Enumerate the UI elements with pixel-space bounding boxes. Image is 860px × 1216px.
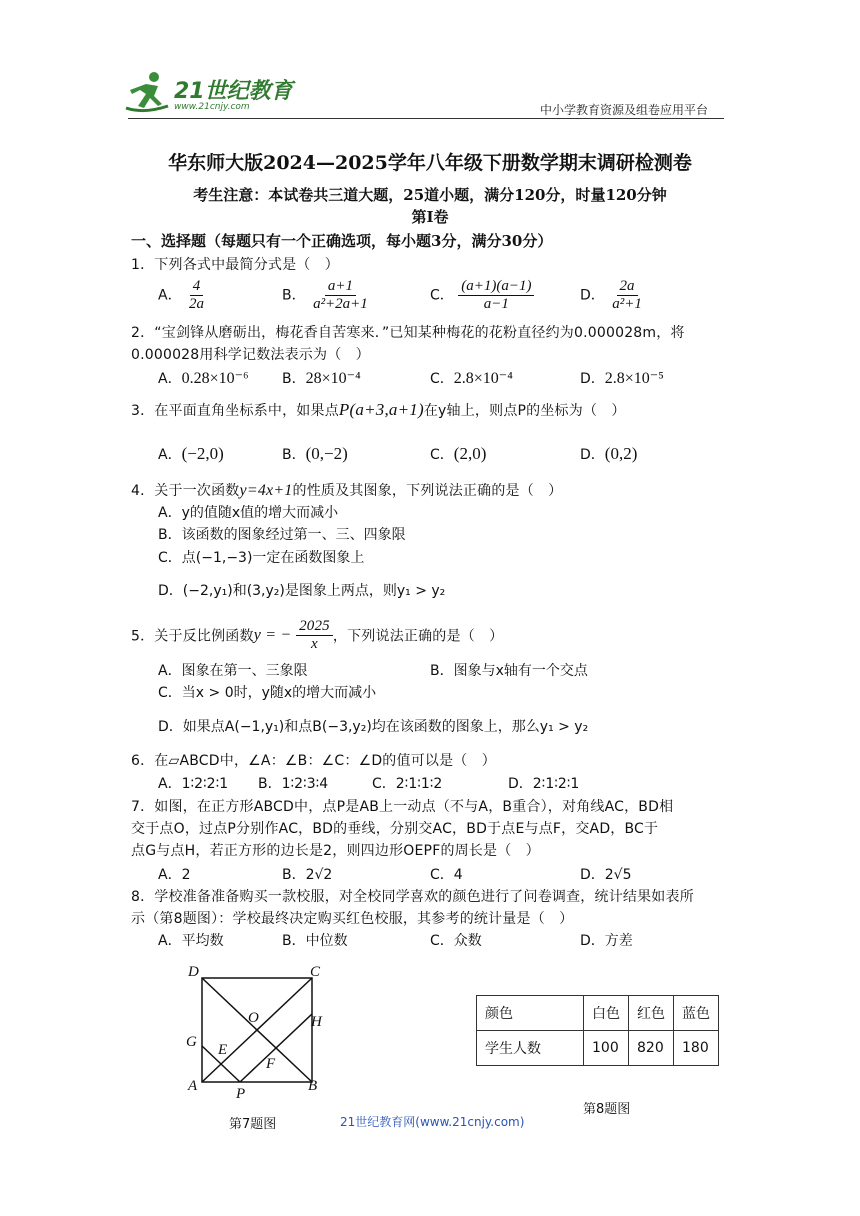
q1-option-b: B． $\frac{a+1}{\text{a²+2a+1}}$	[282, 278, 368, 312]
q6-option-d: D．2∶1∶2∶1	[508, 776, 580, 792]
q5-option-b: B．图象与x轴有一个交点	[430, 663, 588, 679]
q4-option-c: C．点(−1,−3)一定在函数图象上	[158, 550, 365, 566]
q8-option-c: C．众数	[430, 933, 482, 949]
footer-link[interactable]: 21世纪教育网(www.21cnjy.com)	[340, 1115, 525, 1129]
table-cell: 100	[584, 1031, 629, 1066]
q7-line1: 7．如图，在正方形ABCD中，点P是AB上一动点（不与A，B重合），对角线AC，BD相	[131, 799, 674, 815]
table-header-cell: 白色	[584, 996, 629, 1031]
table-cell: 180	[674, 1031, 719, 1066]
q7-line3: 点G与点H，若正方形的边长是2，则四边形OEPF的周长是（ ）	[131, 843, 540, 859]
q5-stem: 5．关于反比例函数y = − $\frac{2025}{x}$ ，下列说法正确的是（ ）	[131, 618, 504, 652]
q3-option-c: C．(2,0)	[430, 444, 487, 463]
q8-line1: 8．学校准备准备购买一款校服，对全校同学喜欢的颜色进行了问卷调查，统计结果如表所	[131, 889, 694, 905]
q7-option-b: B．2√2	[282, 867, 333, 883]
q5-option-c: C．当x > 0时，y随x的增大而减小	[158, 685, 377, 701]
logo-text: 21世纪教育	[174, 79, 293, 104]
q4-option-a: A．y的值随x值的增大而减小	[158, 505, 339, 521]
label-o: O	[248, 1010, 259, 1026]
q8-option-b: B．中位数	[282, 933, 348, 949]
q8-line2: 示（第8题图）：学校最终决定购买红色校服，其参考的统计量是（ ）	[131, 911, 574, 927]
q4-stem: 4．关于一次函数y=4x+1的性质及其图象，下列说法正确的是（ ）	[131, 482, 563, 499]
q7-option-a: A．2	[158, 867, 191, 883]
runner-logo-icon	[124, 70, 176, 114]
q4-option-b: B．该函数的图象经过第一、三、四象限	[158, 527, 406, 543]
q1-option-c: C． $\frac{(a+1)(a-1)}{a-1}$	[430, 278, 534, 313]
q4-option-d: D．(−2,y₁)和(3,y₂)是图象上两点，则y₁ > y₂	[158, 583, 446, 599]
table-header-row	[477, 996, 719, 1031]
q1-stem: 1．下列各式中最简分式是（ ）	[131, 257, 339, 273]
q5-option-a: A．图象在第一、三象限	[158, 663, 308, 679]
q7-option-d: D．2√5	[580, 867, 632, 883]
figure-7-caption: 第7题图	[229, 1117, 277, 1132]
header-rule	[128, 118, 724, 119]
q7-option-c: C．4	[430, 867, 463, 883]
figure-8-caption: 第8题图	[583, 1102, 631, 1117]
label-d: D	[188, 964, 199, 980]
q6-option-c: C．2∶1∶1∶2	[372, 776, 443, 792]
exam-notice: 考生注意：本试卷共三道大题，25道小题，满分120分，时量120分钟	[193, 186, 667, 204]
q3-option-d: D．(0,2)	[580, 444, 638, 463]
q2-option-d: D．2.8×10⁻⁵	[580, 370, 664, 387]
q2-option-c: C．2.8×10⁻⁴	[430, 370, 513, 387]
table-header-cell: 蓝色	[674, 996, 719, 1031]
q2-option-b: B．28×10⁻⁴	[282, 370, 361, 387]
logo-url: www.21cnjy.com	[174, 102, 250, 112]
table-cell: 820	[629, 1031, 674, 1066]
table-header-cell: 红色	[629, 996, 674, 1031]
header-logo	[124, 70, 294, 116]
q2-line1: 2．“宝剑锋从磨砺出，梅花香自苦寒来．”已知某种梅花的花粉直径约为0.000028m，将	[131, 325, 685, 341]
q8-option-d: D．方差	[580, 933, 633, 949]
label-b: B	[308, 1078, 318, 1094]
label-h: H	[311, 1014, 322, 1030]
q8-color-table	[476, 995, 719, 1066]
label-e: E	[218, 1042, 228, 1058]
label-a: A	[188, 1078, 198, 1094]
q7-line2: 交于点O，过点P分别作AC，BD的垂线，分别交AC，BD于点E与点F，交AD，BC于	[131, 821, 659, 837]
q6-option-a: A．1∶2∶2∶1	[158, 776, 229, 792]
label-f: F	[266, 1056, 276, 1072]
q1-option-a: A． $\frac{4}{2a}$	[158, 278, 205, 312]
q3-option-a: A．(−2,0)	[158, 444, 224, 463]
q2-option-a: A．0.28×10⁻⁶	[158, 370, 249, 387]
q5-option-d: D．如果点A(−1,y₁)和点B(−3,y₂)均在该函数的图象上，那么y₁ > y₂	[158, 719, 589, 735]
figure-7-square-diagram	[180, 958, 340, 1098]
section-heading: 一、选择题（每题只有一个正确选项，每小题3分，满分30分）	[131, 232, 553, 250]
label-c: C	[310, 964, 321, 980]
exam-title: 华东师大版2024—2025学年八年级下册数学期末调研检测卷	[168, 152, 692, 174]
q2-line2: 0.000028用科学记数法表示为（ ）	[131, 347, 370, 363]
label-p: P	[236, 1086, 246, 1098]
q8-option-a: A．平均数	[158, 933, 224, 949]
table-cell: 学生人数	[477, 1031, 584, 1066]
q1-option-d: D． $\frac{2a}{\text{a²+1}}$	[580, 278, 642, 312]
q3-stem: 3．在平面直角坐标系中，如果点P(a+3,a+1)在y轴上，则点P的坐标为（ ）	[131, 400, 626, 419]
volume-label: 第I卷	[411, 208, 449, 226]
table-header-cell: 颜色	[477, 996, 584, 1031]
q6-stem: 6．在▱ABCD中，∠A：∠B：∠C：∠D的值可以是（ ）	[131, 753, 496, 769]
platform-name: 中小学教育资源及组卷应用平台	[540, 103, 709, 117]
q6-option-b: B．1∶2∶3∶4	[258, 776, 329, 792]
label-g: G	[186, 1034, 197, 1050]
q3-option-b: B．(0,−2)	[282, 444, 348, 463]
table-row	[477, 1031, 719, 1066]
